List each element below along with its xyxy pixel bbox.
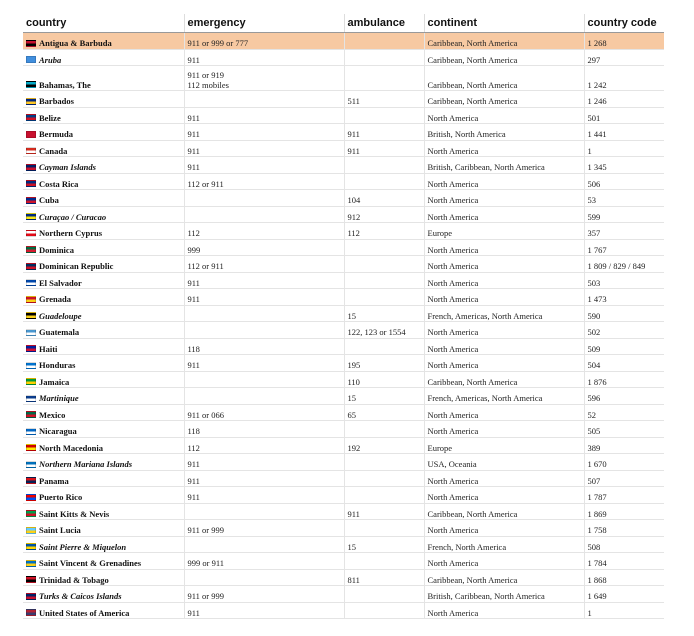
continent-cell[interactable]: Caribbean, North America xyxy=(424,371,584,388)
flag-icon xyxy=(26,510,36,517)
country-code-cell[interactable]: 503 xyxy=(584,272,664,289)
country-code-cell[interactable]: 590 xyxy=(584,305,664,322)
flag-icon xyxy=(26,114,36,121)
emergency-cell[interactable] xyxy=(184,206,344,223)
continent-cell[interactable]: North America xyxy=(424,206,584,223)
country-code-cell[interactable]: 506 xyxy=(584,173,664,190)
continent-cell[interactable]: French, Americas, North America xyxy=(424,388,584,405)
country-name: Bermuda xyxy=(39,129,73,139)
continent-cell[interactable]: North America xyxy=(424,421,584,438)
ambulance-cell[interactable] xyxy=(344,454,424,471)
flag-icon xyxy=(26,164,36,171)
country-name: Saint Lucia xyxy=(39,525,81,535)
country-cell[interactable] xyxy=(23,470,184,487)
table-row[interactable] xyxy=(23,256,664,273)
continent-cell[interactable]: Caribbean, North America xyxy=(424,66,584,91)
continent-cell[interactable]: French, Americas, North America xyxy=(424,305,584,322)
country-name: Guadeloupe xyxy=(39,310,82,321)
emergency-cell[interactable]: 112 xyxy=(184,223,344,240)
header-row xyxy=(23,14,664,33)
country-code-cell[interactable]: 1 649 xyxy=(584,586,664,603)
flag-icon xyxy=(26,609,36,616)
flag-icon xyxy=(26,246,36,253)
country-name: Cayman Islands xyxy=(39,162,96,172)
table-row[interactable] xyxy=(23,157,664,174)
table-row[interactable] xyxy=(23,124,664,141)
country-name: Jamaica xyxy=(39,376,70,387)
emergency-cell[interactable] xyxy=(184,190,344,207)
country-name: Mexico xyxy=(39,409,66,420)
country-name: Barbados xyxy=(39,96,74,106)
country-code-cell[interactable]: 502 xyxy=(584,322,664,339)
country-code-cell[interactable]: 357 xyxy=(584,223,664,240)
emergency-cell[interactable]: 112 or 911 xyxy=(184,256,344,273)
table-row[interactable] xyxy=(23,239,664,256)
emergency-cell[interactable]: 911 or 999 xyxy=(184,586,344,603)
country-code-cell[interactable]: 52 xyxy=(584,404,664,421)
ambulance-cell[interactable] xyxy=(344,553,424,570)
flag-icon xyxy=(26,131,36,138)
country-cell[interactable] xyxy=(23,157,184,174)
table-row[interactable] xyxy=(23,487,664,504)
flag-icon xyxy=(26,147,36,154)
flag-icon xyxy=(26,543,36,550)
emergency-cell[interactable]: 911 xyxy=(184,124,344,141)
table-row[interactable] xyxy=(23,536,664,553)
country-cell[interactable] xyxy=(23,66,184,91)
flag-icon xyxy=(26,444,36,451)
ambulance-cell[interactable]: 110 xyxy=(344,371,424,388)
flag-icon xyxy=(26,411,36,418)
flag-icon xyxy=(26,593,36,600)
flag-icon xyxy=(26,461,36,468)
flag-icon xyxy=(26,378,36,385)
country-cell[interactable] xyxy=(23,272,184,289)
continent-cell[interactable]: Caribbean, North America xyxy=(424,503,584,520)
table-row[interactable] xyxy=(23,190,664,207)
emergency-cell[interactable]: 911 or 999 or 777 xyxy=(184,33,344,50)
header-ambulance[interactable]: ambulance xyxy=(344,14,424,33)
country-name: Antigua & Barbuda xyxy=(39,38,112,48)
ambulance-cell[interactable]: 192 xyxy=(344,437,424,454)
country-cell[interactable] xyxy=(23,206,184,223)
ambulance-cell[interactable]: 912 xyxy=(344,206,424,223)
flag-icon xyxy=(26,560,36,567)
ambulance-cell[interactable]: 15 xyxy=(344,305,424,322)
country-code-cell[interactable]: 1 345 xyxy=(584,157,664,174)
flag-icon xyxy=(26,263,36,270)
ambulance-cell[interactable] xyxy=(344,586,424,603)
continent-cell[interactable]: North America xyxy=(424,553,584,570)
table-row[interactable] xyxy=(23,470,664,487)
country-code-cell[interactable]: 1 787 xyxy=(584,487,664,504)
table-row[interactable] xyxy=(23,404,664,421)
emergency-cell[interactable] xyxy=(184,503,344,520)
table-row[interactable] xyxy=(23,322,664,339)
table-row[interactable] xyxy=(23,388,664,405)
flag-icon xyxy=(26,428,36,435)
country-cell[interactable] xyxy=(23,289,184,306)
country-code-cell[interactable]: 1 441 xyxy=(584,124,664,141)
country-name: Costa Rica xyxy=(39,178,79,189)
flag-icon xyxy=(26,494,36,501)
flag-icon xyxy=(26,197,36,204)
country-cell[interactable] xyxy=(23,536,184,553)
emergency-cell[interactable] xyxy=(184,536,344,553)
country-code-cell[interactable]: 1 473 xyxy=(584,289,664,306)
country-cell[interactable] xyxy=(23,520,184,537)
header-emergency[interactable]: emergency xyxy=(184,14,344,33)
continent-cell[interactable]: North America xyxy=(424,173,584,190)
ambulance-cell[interactable] xyxy=(344,487,424,504)
continent-cell[interactable]: USA, Oceania xyxy=(424,454,584,471)
table-header xyxy=(23,14,664,33)
country-code-cell[interactable]: 1 809 / 829 / 849 xyxy=(584,256,664,273)
table-row[interactable] xyxy=(23,421,664,438)
table-row[interactable] xyxy=(23,33,664,50)
ambulance-cell[interactable] xyxy=(344,470,424,487)
country-code-cell[interactable]: 1 xyxy=(584,602,664,619)
ambulance-cell[interactable]: 911 xyxy=(344,140,424,157)
country-cell[interactable] xyxy=(23,190,184,207)
continent-cell[interactable]: North America xyxy=(424,487,584,504)
country-cell[interactable] xyxy=(23,569,184,586)
emergency-cell[interactable]: 911 or 066 xyxy=(184,404,344,421)
table-row[interactable] xyxy=(23,305,664,322)
emergency-cell[interactable] xyxy=(184,569,344,586)
emergency-cell[interactable]: 112 xyxy=(184,437,344,454)
country-code-cell[interactable]: 505 xyxy=(584,421,664,438)
ambulance-cell[interactable] xyxy=(344,49,424,66)
country-name: Nicaragua xyxy=(39,426,77,436)
table-row[interactable] xyxy=(23,91,664,108)
ambulance-cell[interactable] xyxy=(344,239,424,256)
country-code-cell[interactable]: 509 xyxy=(584,338,664,355)
country-code-cell[interactable]: 1 784 xyxy=(584,553,664,570)
ambulance-cell[interactable] xyxy=(344,157,424,174)
continent-cell[interactable]: Caribbean, North America xyxy=(424,91,584,108)
country-name: Haiti xyxy=(39,343,58,354)
table-row[interactable] xyxy=(23,355,664,372)
emergency-cell[interactable]: 911 xyxy=(184,487,344,504)
continent-cell[interactable]: Europe xyxy=(424,223,584,240)
country-name: Saint Kitts & Nevis xyxy=(39,508,110,519)
country-name: Saint Vincent & Grenadines xyxy=(39,558,142,568)
emergency-cell[interactable]: 911 xyxy=(184,107,344,124)
country-cell[interactable] xyxy=(23,404,184,421)
country-cell[interactable] xyxy=(23,322,184,339)
country-code-cell[interactable]: 297 xyxy=(584,49,664,66)
emergency-cell[interactable] xyxy=(184,371,344,388)
header-continent[interactable]: continent xyxy=(424,14,584,33)
country-cell[interactable] xyxy=(23,553,184,570)
ambulance-cell[interactable] xyxy=(344,338,424,355)
country-code-cell[interactable]: 599 xyxy=(584,206,664,223)
country-code-cell[interactable]: 1 246 xyxy=(584,91,664,108)
country-name: Grenada xyxy=(39,294,71,304)
ambulance-cell[interactable] xyxy=(344,173,424,190)
ambulance-cell[interactable] xyxy=(344,520,424,537)
table-row[interactable] xyxy=(23,49,664,66)
continent-cell[interactable]: North America xyxy=(424,355,584,372)
emergency-cell[interactable]: 911 xyxy=(184,470,344,487)
flag-icon xyxy=(26,81,36,88)
emergency-cell[interactable]: 911 xyxy=(184,454,344,471)
country-code-cell[interactable]: 596 xyxy=(584,388,664,405)
emergency-cell[interactable]: 911 or 999 xyxy=(184,520,344,537)
country-code-cell[interactable]: 1 670 xyxy=(584,454,664,471)
ambulance-cell[interactable] xyxy=(344,256,424,273)
continent-cell[interactable]: North America xyxy=(424,338,584,355)
country-code-cell[interactable]: 507 xyxy=(584,470,664,487)
country-cell[interactable] xyxy=(23,140,184,157)
country-name: Dominica xyxy=(39,244,74,255)
continent-cell[interactable]: Europe xyxy=(424,437,584,454)
continent-cell[interactable]: Caribbean, North America xyxy=(424,33,584,50)
flag-icon xyxy=(26,329,36,336)
header-country[interactable]: country xyxy=(23,14,184,33)
continent-cell[interactable]: North America xyxy=(424,289,584,306)
country-cell[interactable] xyxy=(23,437,184,454)
flag-icon xyxy=(26,40,36,47)
country-name: Bahamas, The xyxy=(39,79,91,90)
country-cell[interactable] xyxy=(23,49,184,66)
country-cell[interactable] xyxy=(23,305,184,322)
ambulance-cell[interactable]: 104 xyxy=(344,190,424,207)
emergency-cell[interactable] xyxy=(184,322,344,339)
country-code-cell[interactable]: 508 xyxy=(584,536,664,553)
continent-cell[interactable]: Caribbean, North America xyxy=(424,569,584,586)
country-code-cell[interactable]: 501 xyxy=(584,107,664,124)
country-cell[interactable] xyxy=(23,355,184,372)
emergency-cell[interactable] xyxy=(184,305,344,322)
ambulance-cell[interactable]: 911 xyxy=(344,503,424,520)
country-cell[interactable] xyxy=(23,503,184,520)
table-row[interactable] xyxy=(23,371,664,388)
country-name: Cuba xyxy=(39,195,59,205)
country-name: Dominican Republic xyxy=(39,261,114,271)
continent-cell[interactable]: North America xyxy=(424,272,584,289)
emergency-cell[interactable]: 118 xyxy=(184,421,344,438)
table-row[interactable] xyxy=(23,173,664,190)
country-name: Belize xyxy=(39,112,61,123)
flag-icon xyxy=(26,230,36,237)
emergency-numbers-table xyxy=(23,14,664,619)
ambulance-cell[interactable]: 15 xyxy=(344,536,424,553)
table-row[interactable] xyxy=(23,66,664,91)
country-code-cell[interactable]: 1 xyxy=(584,140,664,157)
table-row[interactable] xyxy=(23,206,664,223)
ambulance-cell[interactable] xyxy=(344,107,424,124)
country-cell[interactable] xyxy=(23,371,184,388)
country-name: Martinique xyxy=(39,393,79,403)
country-code-cell[interactable]: 1 869 xyxy=(584,503,664,520)
flag-icon xyxy=(26,98,36,105)
continent-cell[interactable]: North America xyxy=(424,322,584,339)
country-cell[interactable] xyxy=(23,107,184,124)
country-code-cell[interactable]: 1 876 xyxy=(584,371,664,388)
table-row[interactable] xyxy=(23,454,664,471)
flag-icon xyxy=(26,180,36,187)
continent-cell[interactable]: North America xyxy=(424,520,584,537)
table-row[interactable] xyxy=(23,272,664,289)
flag-icon xyxy=(26,213,36,220)
country-name: Trinidad & Tobago xyxy=(39,574,109,585)
ambulance-cell[interactable] xyxy=(344,289,424,306)
country-cell[interactable] xyxy=(23,91,184,108)
country-cell[interactable] xyxy=(23,33,184,50)
ambulance-cell[interactable] xyxy=(344,33,424,50)
emergency-cell[interactable]: 999 xyxy=(184,239,344,256)
table-row[interactable] xyxy=(23,223,664,240)
country-name: Saint Pierre & Miquelon xyxy=(39,541,127,552)
flag-icon xyxy=(26,576,36,583)
ambulance-cell[interactable]: 811 xyxy=(344,569,424,586)
ambulance-cell[interactable] xyxy=(344,421,424,438)
continent-cell[interactable]: British, North America xyxy=(424,124,584,141)
header-country-code[interactable]: country code xyxy=(584,14,664,33)
country-name: United States of America xyxy=(39,607,130,618)
continent-cell[interactable]: North America xyxy=(424,404,584,421)
emergency-cell[interactable] xyxy=(184,91,344,108)
country-cell[interactable] xyxy=(23,586,184,603)
country-code-cell[interactable]: 1 868 xyxy=(584,569,664,586)
country-code-cell[interactable]: 1 268 xyxy=(584,33,664,50)
table-row[interactable] xyxy=(23,140,664,157)
country-name: Canada xyxy=(39,145,68,156)
emergency-cell[interactable]: 118 xyxy=(184,338,344,355)
continent-cell[interactable]: Caribbean, North America xyxy=(424,49,584,66)
table-row[interactable] xyxy=(23,520,664,537)
continent-cell[interactable]: British, Caribbean, North America xyxy=(424,586,584,603)
country-name: North Macedonia xyxy=(39,442,103,453)
emergency-cell[interactable]: 112 or 911 xyxy=(184,173,344,190)
emergency-cell[interactable]: 911 xyxy=(184,289,344,306)
table-row[interactable] xyxy=(23,586,664,603)
flag-icon xyxy=(26,477,36,484)
flag-icon xyxy=(26,345,36,352)
table-row[interactable] xyxy=(23,107,664,124)
country-code-cell[interactable]: 53 xyxy=(584,190,664,207)
table-body xyxy=(23,33,664,619)
emergency-cell[interactable]: 911 xyxy=(184,355,344,372)
emergency-cell[interactable]: 911 xyxy=(184,602,344,619)
table-row[interactable] xyxy=(23,289,664,306)
country-cell[interactable] xyxy=(23,388,184,405)
country-code-cell[interactable]: 1 242 xyxy=(584,66,664,91)
emergency-cell[interactable]: 911 xyxy=(184,49,344,66)
continent-cell[interactable]: North America xyxy=(424,190,584,207)
country-name: El Salvador xyxy=(39,277,82,288)
flag-icon xyxy=(26,279,36,286)
table-row[interactable] xyxy=(23,338,664,355)
ambulance-cell[interactable] xyxy=(344,66,424,91)
ambulance-cell[interactable]: 112 xyxy=(344,223,424,240)
country-cell[interactable] xyxy=(23,421,184,438)
flag-icon xyxy=(26,362,36,369)
country-name: Aruba xyxy=(39,54,62,65)
continent-cell[interactable]: French, North America xyxy=(424,536,584,553)
emergency-cell[interactable]: 911 xyxy=(184,272,344,289)
ambulance-cell[interactable] xyxy=(344,272,424,289)
emergency-cell[interactable]: 911 xyxy=(184,157,344,174)
flag-icon xyxy=(26,527,36,534)
country-cell[interactable] xyxy=(23,602,184,619)
country-cell[interactable] xyxy=(23,454,184,471)
country-name: Turks & Caicos Islands xyxy=(39,591,122,601)
country-cell[interactable] xyxy=(23,256,184,273)
continent-cell[interactable]: North America xyxy=(424,470,584,487)
country-cell[interactable] xyxy=(23,223,184,240)
flag-icon xyxy=(26,296,36,303)
country-name: Northern Cyprus xyxy=(39,228,103,238)
country-name: Northern Mariana Islands xyxy=(39,459,133,469)
country-code-cell[interactable]: 1 758 xyxy=(584,520,664,537)
ambulance-cell[interactable]: 511 xyxy=(344,91,424,108)
country-cell[interactable] xyxy=(23,124,184,141)
ambulance-cell[interactable] xyxy=(344,602,424,619)
country-name: Guatemala xyxy=(39,327,80,337)
emergency-cell[interactable]: 911 xyxy=(184,140,344,157)
table-row[interactable] xyxy=(23,437,664,454)
table-row[interactable] xyxy=(23,602,664,619)
country-name: Puerto Rico xyxy=(39,492,83,502)
ambulance-cell[interactable]: 122, 123 or 1554 xyxy=(344,322,424,339)
emergency-cell[interactable]: 999 or 911 xyxy=(184,553,344,570)
ambulance-cell[interactable]: 911 xyxy=(344,124,424,141)
country-name: Honduras xyxy=(39,360,76,370)
country-name: Curaçao / Curacao xyxy=(39,211,107,222)
emergency-cell[interactable] xyxy=(184,388,344,405)
emergency-cell[interactable]: 911 or 919 112 mobiles xyxy=(184,66,344,91)
country-cell[interactable] xyxy=(23,487,184,504)
country-cell[interactable] xyxy=(23,239,184,256)
country-code-cell[interactable]: 1 767 xyxy=(584,239,664,256)
flag-icon xyxy=(26,395,36,402)
country-code-cell[interactable]: 504 xyxy=(584,355,664,372)
table-row[interactable] xyxy=(23,569,664,586)
table-row[interactable] xyxy=(23,553,664,570)
continent-cell[interactable]: North America xyxy=(424,107,584,124)
flag-icon xyxy=(26,312,36,319)
country-code-cell[interactable]: 389 xyxy=(584,437,664,454)
flag-icon xyxy=(26,56,36,63)
ambulance-cell[interactable]: 15 xyxy=(344,388,424,405)
continent-cell[interactable]: North America xyxy=(424,256,584,273)
continent-cell[interactable]: British, Caribbean, North America xyxy=(424,157,584,174)
continent-cell[interactable]: North America xyxy=(424,239,584,256)
continent-cell[interactable]: North America xyxy=(424,140,584,157)
country-cell[interactable] xyxy=(23,173,184,190)
ambulance-cell[interactable]: 195 xyxy=(344,355,424,372)
country-name: Panama xyxy=(39,475,69,486)
ambulance-cell[interactable]: 65 xyxy=(344,404,424,421)
continent-cell[interactable]: North America xyxy=(424,602,584,619)
country-cell[interactable] xyxy=(23,338,184,355)
table-row[interactable] xyxy=(23,503,664,520)
